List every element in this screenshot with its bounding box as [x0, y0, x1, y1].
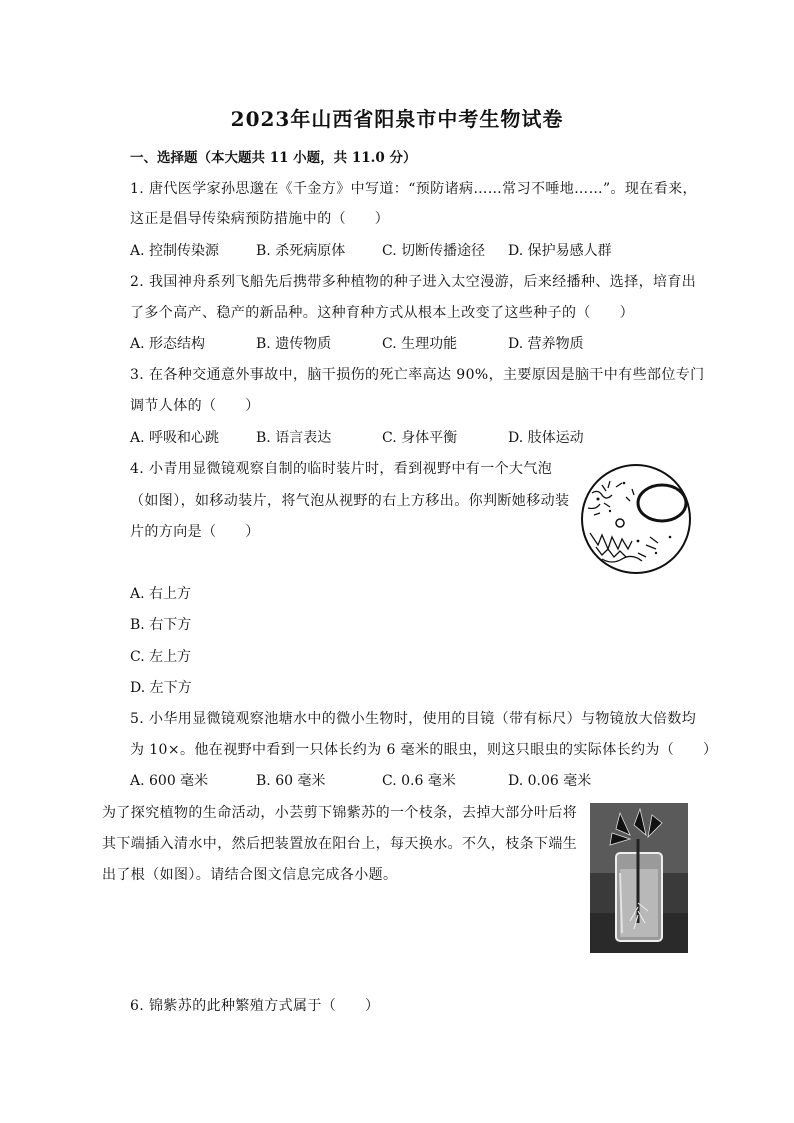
- q3-line1: 3. 在各种交通意外事故中，脑干损伤的死亡率高达 90%，主要原因是脑干中有些部位专门: [130, 367, 705, 383]
- q4-line3: 片的方向是（ ）: [130, 524, 260, 540]
- q4-option-c: C. 左上方: [130, 649, 192, 665]
- q2-line2: 了多个高产、稳产的新品种。这种育种方式从根本上改变了这些种子的（ ）: [130, 305, 634, 321]
- air-bubble: [638, 485, 686, 521]
- q5-option-d: D. 0.06 毫米: [508, 773, 592, 789]
- passage-line3: 出了根（如图）。请结合图文信息完成各小题。: [102, 867, 398, 883]
- q2-option-a: A. 形态结构: [130, 336, 206, 352]
- q4-option-a: A. 右上方: [130, 586, 192, 602]
- q6-line1: 6. 锦紫苏的此种繁殖方式属于（ ）: [130, 998, 380, 1014]
- plant-cutting-photo: [590, 803, 688, 953]
- q5-line2: 为 10×。他在视野中看到一只体长约为 6 毫米的眼虫，则这只眼虫的实际体长约为（ ）: [130, 742, 718, 758]
- q3-option-c: C. 身体平衡: [382, 430, 458, 446]
- q5-option-c: C. 0.6 毫米: [382, 773, 456, 789]
- q1-line1: 1. 唐代医学家孙思邈在《千金方》中写道：“预防诸病……常习不唾地……”。现在看来，: [130, 181, 697, 197]
- q1-option-b: B. 杀死病原体: [256, 243, 346, 259]
- passage-line1: 为了探究植物的生命活动，小芸剪下锦紫苏的一个枝条，去掉大部分叶后将: [102, 805, 578, 821]
- q3-option-a: A. 呼吸和心跳: [130, 430, 220, 446]
- q5-option-a: A. 600 毫米: [130, 773, 209, 789]
- q2-option-d: D. 营养物质: [508, 336, 584, 352]
- q4-option-d: D. 左下方: [130, 680, 192, 696]
- q2-line1: 2. 我国神舟系列飞船先后携带多种植物的种子进入太空漫游，后来经播种、选择，培育出: [130, 274, 697, 290]
- q2-option-b: B. 遗传物质: [256, 336, 332, 352]
- q1-option-c: C. 切断传播途径: [382, 243, 486, 259]
- passage-line2: 其下端插入清水中，然后把装置放在阳台上，每天换水。不久，枝条下端生: [102, 836, 578, 852]
- q5-line1: 5. 小华用显微镜观察池塘水中的微小生物时，使用的目镜（带有标尺）与物镜放大倍数均: [130, 711, 697, 727]
- section-heading: 一、选择题（本大题共 11 小题，共 11.0 分）: [130, 150, 417, 166]
- q1-option-a: A. 控制传染源: [130, 243, 220, 259]
- q4-line1: 4. 小青用显微镜观察自制的临时装片时，看到视野中有一个大气泡: [130, 461, 553, 477]
- q3-option-d: D. 肢体运动: [508, 430, 584, 446]
- q2-option-c: C. 生理功能: [382, 336, 458, 352]
- q3-line2: 调节人体的（ ）: [130, 398, 260, 414]
- q4-line2: （如图），如移动装片，将气泡从视野的右上方移出。你判断她移动装: [130, 493, 570, 509]
- q4-option-b: B. 右下方: [130, 617, 192, 633]
- microscope-field-figure: [580, 463, 692, 575]
- q1-line2: 这正是倡导传染病预防措施中的（ ）: [130, 211, 390, 227]
- q3-option-b: B. 语言表达: [256, 430, 332, 446]
- q1-option-d: D. 保护易感人群: [508, 243, 612, 259]
- q5-option-b: B. 60 毫米: [256, 773, 326, 789]
- page-title: 2023年山西省阳泉市中考生物试卷: [230, 107, 564, 131]
